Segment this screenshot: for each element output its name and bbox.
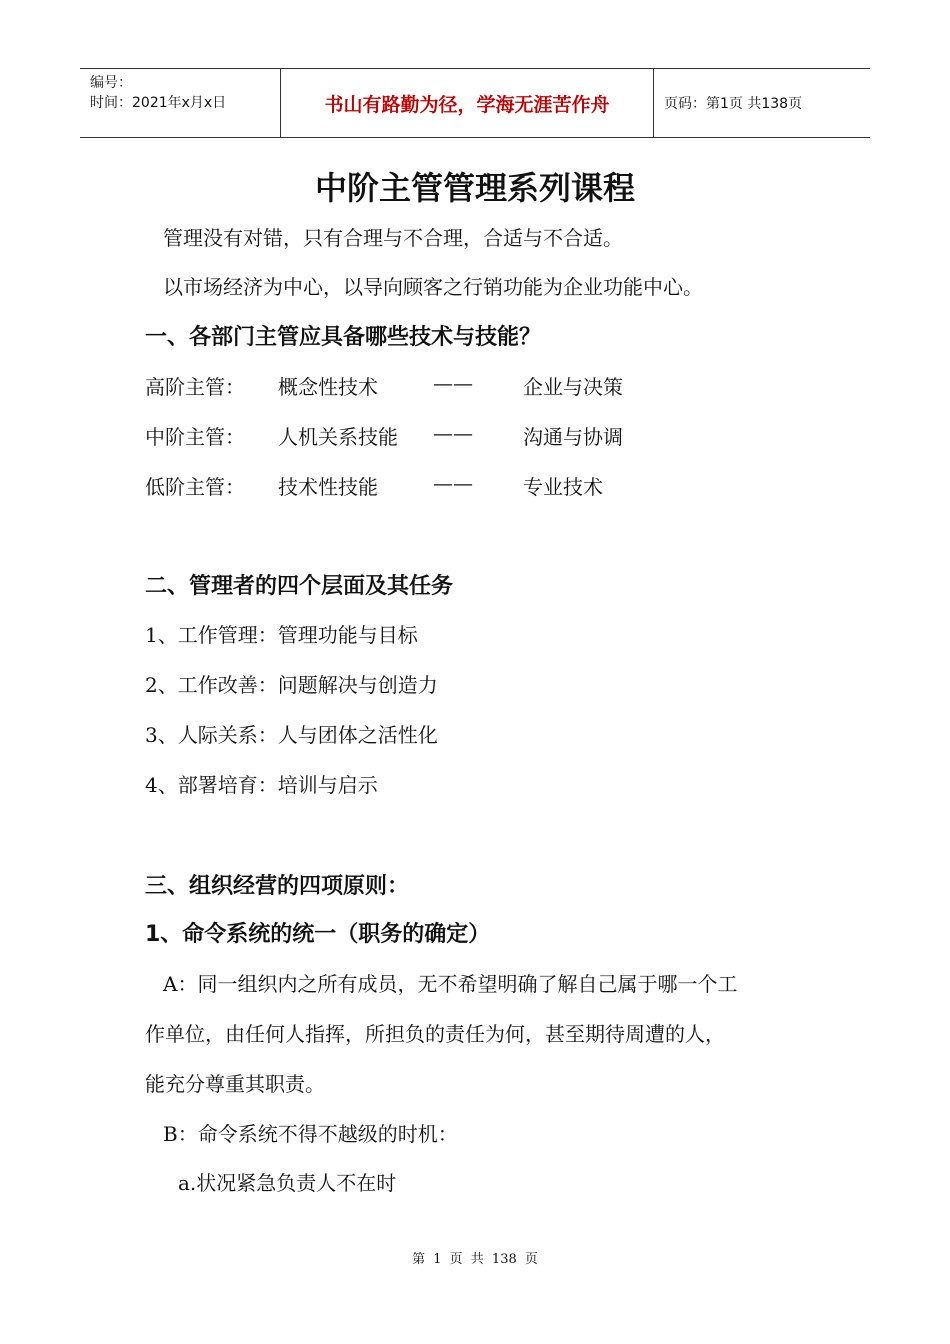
intro-line-2: 以市场经济为中心，以导向顾客之行销功能为企业功能中心。: [163, 275, 703, 299]
header-meta: [80, 69, 281, 137]
page-title: 中阶主管管理系列课程: [314, 169, 635, 207]
skill-dash: ——: [433, 371, 473, 395]
list-item: 1、工作管理：管理功能与目标: [145, 623, 418, 647]
paragraph-a-line-1: A：同一组织内之所有成员，无不希望明确了解自己属于哪一个工: [163, 972, 738, 996]
header-motto: 书山有路勤为径，学海无涯苦作舟: [281, 69, 654, 137]
skill-dash: ——: [433, 471, 473, 495]
item-a: a.状况紧急负责人不在时: [178, 1171, 397, 1195]
header-page-info: 页码：第1页 共138页: [664, 96, 803, 112]
section3-subheading: 1、命令系统的统一（职务的确定）: [145, 922, 491, 947]
time-label: 时间：2021年x月x日: [90, 95, 227, 111]
section3-heading: 三、组织经营的四项原则：: [145, 874, 410, 899]
list-item: 4、部署培育：培训与启示: [145, 773, 378, 797]
paragraph-b: B：命令系统不得不越级的时机：: [163, 1122, 458, 1146]
skill-level: 中阶主管：: [145, 425, 245, 449]
skill-type: 人机关系技能: [278, 425, 398, 449]
number-label: 编号：: [90, 75, 132, 91]
intro-line-1: 管理没有对错，只有合理与不合理，合适与不合适。: [163, 226, 623, 250]
skill-focus: 企业与决策: [523, 375, 623, 399]
skill-focus: 专业技术: [523, 475, 603, 499]
list-item: 2、工作改善：问题解决与创造力: [145, 673, 438, 697]
skill-dash: ——: [433, 421, 473, 445]
document-header: [80, 68, 870, 138]
skill-type: 概念性技术: [278, 375, 378, 399]
section1-heading: 一、各部门主管应具备哪些技术与技能？: [145, 325, 542, 350]
skill-level: 高阶主管：: [145, 375, 245, 399]
section2-heading: 二、管理者的四个层面及其任务: [145, 574, 454, 599]
paragraph-a-line-2: 作单位，由任何人指挥，所担负的责任为何，甚至期待周遭的人，: [145, 1022, 725, 1046]
page-footer: 第 1 页 共 138 页: [412, 1252, 538, 1267]
skill-type: 技术性技能: [278, 475, 378, 499]
list-item: 3、人际关系：人与团体之活性化: [145, 723, 438, 747]
skill-level: 低阶主管：: [145, 475, 245, 499]
skill-focus: 沟通与协调: [523, 425, 623, 449]
paragraph-a-line-3: 能充分尊重其职责。: [145, 1072, 325, 1096]
